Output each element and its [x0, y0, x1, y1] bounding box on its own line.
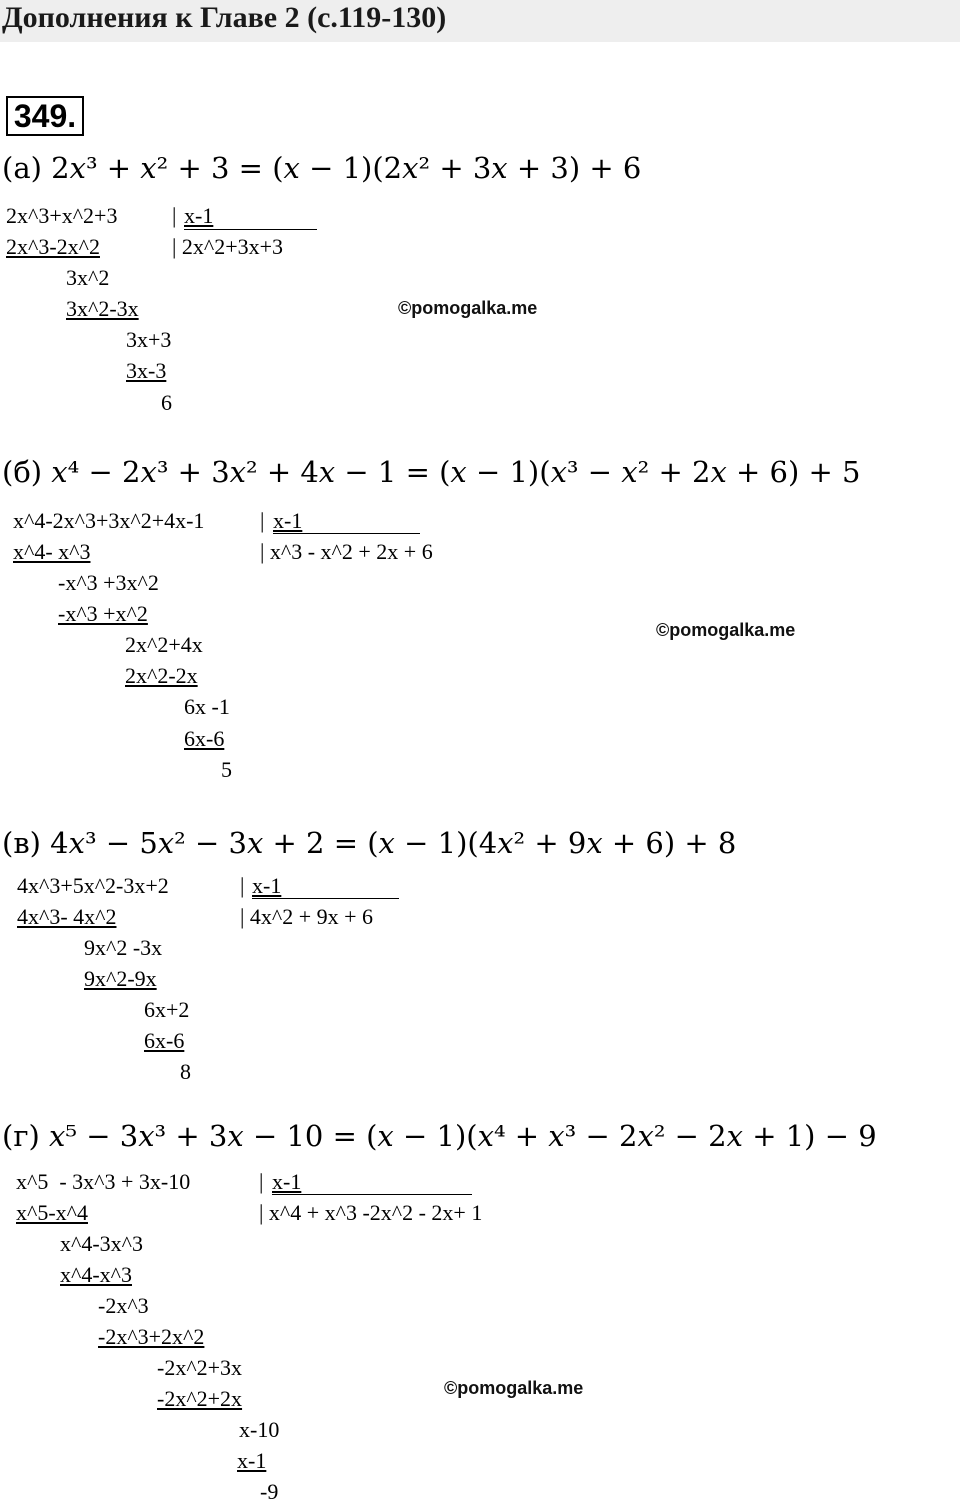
step-a-3: 3x^2-3x [66, 296, 139, 321]
step-g-7: -2x^2+2x [157, 1386, 243, 1411]
step-v-5: 6x-6 [144, 1028, 185, 1053]
dividend-v: 4x^3+5x^2-3x+2 [17, 873, 169, 898]
divisor-rule-a [184, 229, 317, 230]
step-b-5: 2x^2-2x [125, 663, 198, 688]
equation-b: (б) 𝑥⁴ − 2𝑥³ + 3𝑥² + 4𝑥 − 1 = (𝑥 − 1)(𝑥³ − 𝑥² + 2𝑥 + 6) + 5 [2, 455, 861, 489]
task-number: 349. [6, 96, 84, 136]
step-b-7: 6x-6 [184, 726, 225, 751]
step-v-1: 4x^3- 4x^2 [17, 904, 117, 929]
step-a-4: 3x+3 [126, 327, 172, 352]
remainder-v: 8 [180, 1059, 191, 1084]
step-g-3: x^4-x^3 [60, 1262, 132, 1287]
step-b-2: -x^3 +3x^2 [58, 570, 159, 595]
divisor-v: x-1 [252, 873, 282, 898]
step-g-9: x-1 [237, 1448, 267, 1473]
step-v-2: 9x^2 -3x [84, 935, 163, 960]
quotient-b: | x^3 - x^2 + 2x + 6 [260, 539, 433, 564]
remainder-g: -9 [260, 1479, 279, 1504]
remainder-b: 5 [221, 757, 232, 782]
divisor-rule-v [252, 898, 399, 899]
divisor-bar-b: | [260, 508, 265, 533]
step-a-1: 2x^3-2x^2 [6, 234, 100, 259]
step-a-5: 3x-3 [126, 358, 167, 383]
remainder-a: 6 [161, 390, 172, 415]
step-a-2: 3x^2 [66, 265, 110, 290]
divisor-a: x-1 [184, 203, 214, 228]
dividend-g: x^5 - 3x^3 + 3x-10 [16, 1169, 191, 1194]
quotient-v: | 4x^2 + 9x + 6 [240, 904, 374, 929]
equation-a: (а) 2𝑥³ + 𝑥² + 3 = (𝑥 − 1)(2𝑥² + 3𝑥 + 3) + 6 [2, 151, 642, 185]
step-v-4: 6x+2 [144, 997, 190, 1022]
quotient-a: | 2x^2+3x+3 [172, 234, 284, 259]
step-b-4: 2x^2+4x [125, 632, 203, 657]
equation-v: (в) 4𝑥³ − 5𝑥² − 3𝑥 + 2 = (𝑥 − 1)(4𝑥² + 9𝑥 + 6) + 8 [2, 826, 737, 860]
step-g-6: -2x^2+3x [157, 1355, 243, 1380]
divisor-bar-a: | [172, 203, 177, 228]
step-b-3: -x^3 +x^2 [58, 601, 148, 626]
watermark-g: ©pomogalka.me [444, 1378, 584, 1398]
dividend-a: 2x^3+x^2+3 [6, 203, 118, 228]
divisor-rule-g [272, 1194, 472, 1195]
step-g-5: -2x^3+2x^2 [98, 1324, 205, 1349]
divisor-bar-g: | [259, 1169, 264, 1194]
divisor-bar-v: | [240, 873, 245, 898]
step-g-4: -2x^3 [98, 1293, 149, 1318]
quotient-g: | x^4 + x^3 -2x^2 - 2x+ 1 [259, 1200, 483, 1225]
step-g-8: x-10 [239, 1417, 280, 1442]
step-b-1: x^4- x^3 [13, 539, 91, 564]
step-g-1: x^5-x^4 [16, 1200, 88, 1225]
divisor-rule-b [273, 533, 420, 534]
equation-g: (г) 𝑥⁵ − 3𝑥³ + 3𝑥 − 10 = (𝑥 − 1)(𝑥⁴ + 𝑥³ − 2𝑥² − 2𝑥 + 1) − 9 [2, 1119, 877, 1153]
divisor-g: x-1 [272, 1169, 302, 1194]
page-title: Дополнения к Главе 2 (с.119-130) [2, 1, 447, 34]
step-b-6: 6x -1 [184, 694, 230, 719]
dividend-b: x^4-2x^3+3x^2+4x-1 [13, 508, 205, 533]
step-v-3: 9x^2-9x [84, 966, 157, 991]
watermark-b: ©pomogalka.me [656, 620, 796, 640]
divisor-b: x-1 [273, 508, 303, 533]
step-g-2: x^4-3x^3 [60, 1231, 143, 1256]
watermark-a: ©pomogalka.me [398, 298, 538, 318]
